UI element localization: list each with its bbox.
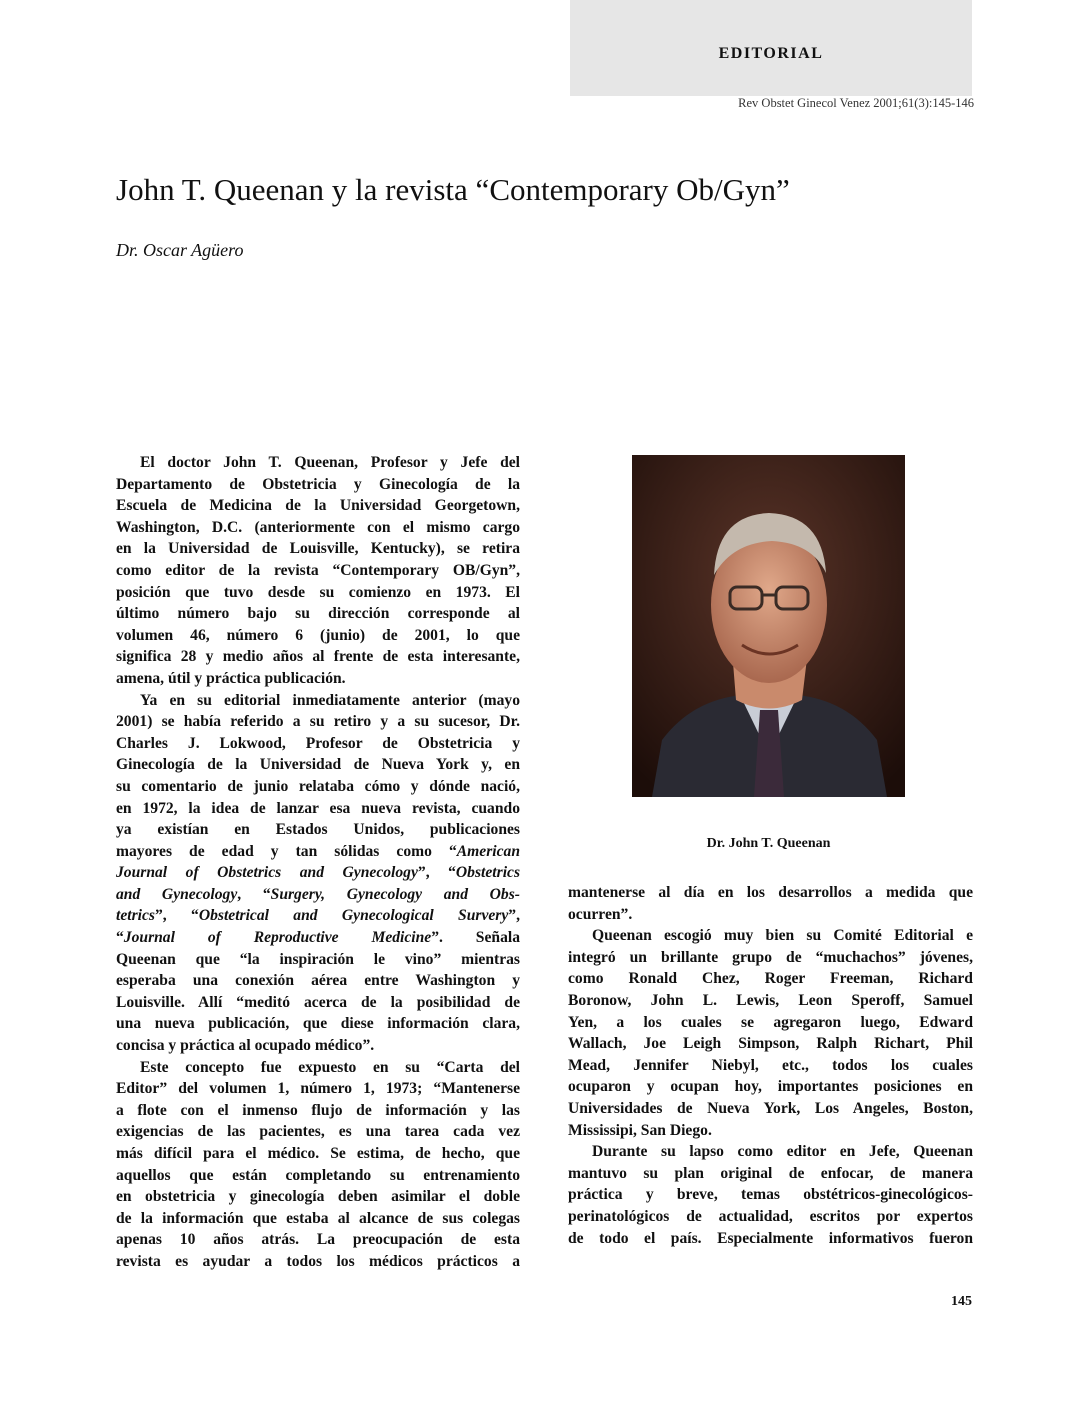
text-line: último número bajo su dirección corresponde al xyxy=(116,605,520,623)
left-column xyxy=(116,452,520,1273)
article-author: Dr. Oscar Agüero xyxy=(116,240,244,260)
text-line: Charles J. Lokwood, Profesor de Obstetricia y xyxy=(116,734,520,752)
text-line: de la información que estaba al alcance de sus colegas xyxy=(116,1209,520,1227)
text-line: Louisville. Allí “meditó acerca de la posibilidad de xyxy=(116,993,520,1011)
journal-name: Journal of Reproductive Medicine xyxy=(123,929,432,947)
text-line: mantuvo su plan original de enfocar, de manera xyxy=(568,1164,973,1182)
journal-name: American xyxy=(456,842,520,860)
portrait-photo xyxy=(632,455,905,797)
text-line: ya existían en Estados Unidos, publicaciones xyxy=(116,821,520,839)
text-line: Durante su lapso como editor en Jefe, Queenan xyxy=(592,1143,973,1161)
text-line: El doctor John T. Queenan, Profesor y Jefe del xyxy=(140,454,520,471)
journal-name: Surgery, Gynecology and Obs- xyxy=(270,885,520,903)
journal-name: Obstetrical and Gynecological Survery xyxy=(198,907,509,925)
text-line: Universidades de Nueva York, Los Angeles, Boston, xyxy=(568,1099,973,1117)
text-line: mantenerse al día en los desarrollos a medida que xyxy=(568,884,973,901)
journal-citation: Rev Obstet Ginecol Venez 2001;61(3):145-146 xyxy=(738,96,974,110)
text-line: práctica y breve, temas obstétricos-ginecológicos- xyxy=(568,1186,973,1204)
photo-caption: Dr. John T. Queenan xyxy=(706,836,831,851)
text-line: Escuela de Medicina de la Universidad Georgetown, xyxy=(116,497,520,515)
text-line: Ginecología de la Universidad de Nueva York y, en xyxy=(116,756,520,774)
text-line: ocurren”. xyxy=(568,905,633,923)
text-line: 2001) se había referido a su retiro y a su sucesor, Dr. xyxy=(116,713,520,731)
article-title: John T. Queenan y la revista “Contemporary Ob/Gyn” xyxy=(116,172,790,207)
text-line: una nueva publicación, que diese información clara, xyxy=(116,1015,520,1033)
text-run: , “ xyxy=(237,885,271,903)
text-line: significa 28 y medio años al frente de esta interesante, xyxy=(116,648,520,666)
text-line: como editor de la revista “Contemporary OB/Gyn”, xyxy=(116,561,520,579)
text-line: amena, útil y práctica publicación. xyxy=(116,669,346,687)
text-line: posición que tuvo desde su comienzo en 1973. El xyxy=(116,583,520,601)
text-run: ”. Señala xyxy=(431,929,520,947)
text-line: Yen, a los cuales se agregaron luego, Edward xyxy=(568,1013,973,1031)
text-line: integró un brillante grupo de “muchachos” jóvenes, xyxy=(568,948,973,966)
text-run: ”, “ xyxy=(417,864,456,882)
journal-name: tetrics xyxy=(116,907,155,925)
section-label: EDITORIAL xyxy=(718,45,824,62)
text-line: apenas 10 años atrás. La preocupación de esta xyxy=(116,1231,520,1249)
text-line: de todo el país. Especialmente informativos fueron xyxy=(568,1229,973,1247)
text-line: como Ronald Chez, Roger Freeman, Richard xyxy=(568,970,973,988)
text-line: más difícil para el médico. Se estima, de hecho, que xyxy=(116,1145,520,1162)
text-line: revista es ayudar a todos los médicos prácticos a xyxy=(116,1252,520,1270)
text-line: aquellos que están completando su entrenamiento xyxy=(116,1166,520,1184)
text-line: ocuparon y ocupan hoy, importantes posiciones en xyxy=(568,1078,973,1096)
text-line: Boronow, John L. Lewis, Leon Speroff, Samuel xyxy=(568,991,973,1009)
text-run: ”, “ xyxy=(154,907,199,925)
journal-name: Obstetrics xyxy=(455,864,521,882)
text-run: ”, xyxy=(508,907,520,925)
text-line: Washington, D.C. (anteriormente con el mismo cargo xyxy=(116,518,520,536)
text-run: mayores de edad y tan sólidas como “ xyxy=(116,842,457,860)
text-line: en la Universidad de Louisville, Kentucky), se retira xyxy=(116,540,520,558)
text-line: concisa y práctica al ocupado médico”. xyxy=(116,1037,375,1055)
text-line: Wallach, Joe Leigh Simpson, Ralph Richart, Phil xyxy=(568,1035,973,1053)
text-line xyxy=(116,927,520,949)
text-line: Mississipi, San Diego. xyxy=(568,1121,712,1139)
text-line: en obstetricia y ginecología deben asimilar el doble xyxy=(116,1188,520,1206)
journal-name: Journal of Obstetrics and Gynecology xyxy=(116,864,418,882)
text-line: en 1972, la idea de lanzar esa nueva revista, cuando xyxy=(116,799,520,817)
text-line xyxy=(116,862,520,884)
text-line xyxy=(116,905,520,927)
text-line: esperaba una conexión aérea entre Washington y xyxy=(116,972,520,990)
text-line: a flote con el inmenso flujo de información y las xyxy=(116,1101,520,1119)
text-line: Este concepto fue expuesto en su “Carta del xyxy=(140,1058,520,1076)
page-number: 145 xyxy=(951,1294,972,1309)
text-line: Editor” del volumen 1, número 1, 1973; “Mantenerse xyxy=(116,1080,520,1098)
text-line: Departamento de Obstetricia y Ginecología de la xyxy=(116,475,520,493)
text-line: Queenan que “la inspiración le vino” mientras xyxy=(116,950,520,968)
text-line: perinatológicos de actualidad, escritos por expertos xyxy=(568,1207,973,1225)
text-line: Mead, Jennifer Niebyl, etc., todos los cuales xyxy=(568,1056,973,1074)
right-column xyxy=(568,882,973,1249)
text-line xyxy=(116,884,520,906)
text-line: Ya en su editorial inmediatamente anterior (mayo xyxy=(140,691,520,709)
text-line: volumen 46, número 6 (junio) de 2001, lo que xyxy=(116,626,520,644)
text-line xyxy=(116,841,520,863)
text-line: su comentario de junio relataba cómo y dónde nació, xyxy=(116,777,520,795)
journal-name: and Gynecology xyxy=(116,885,238,903)
text-line: exigencias de las pacientes, es una tarea cada vez xyxy=(116,1123,520,1141)
portrait-illustration xyxy=(632,455,905,797)
text-line: Queenan escogió muy bien su Comité Editorial e xyxy=(592,927,973,945)
text-run: “ xyxy=(116,929,124,947)
